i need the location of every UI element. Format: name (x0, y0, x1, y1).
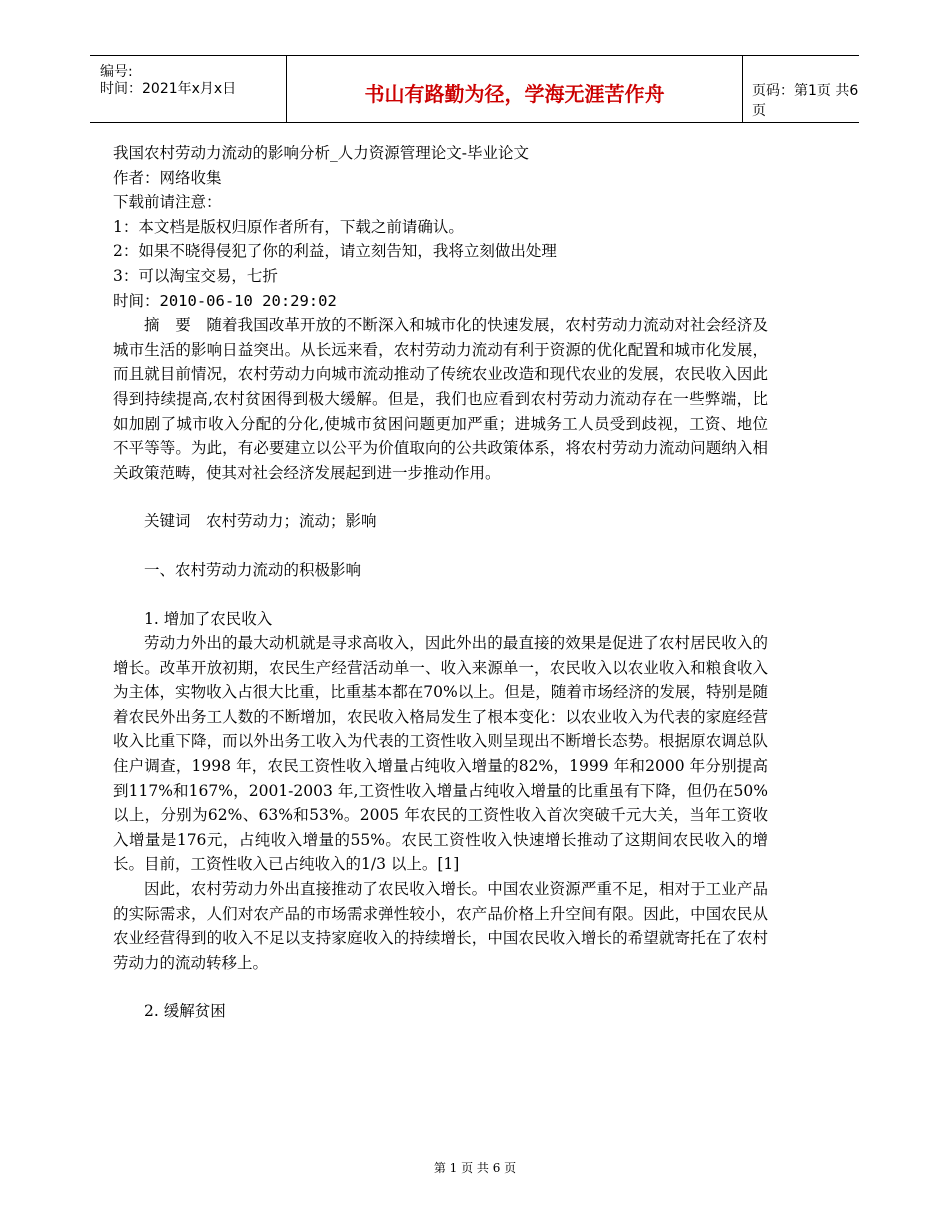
subsection-heading: 2. 缓解贫困 (144, 1002, 226, 1021)
document-body (113, 141, 768, 1024)
notice-item-1: 1：本文档是版权归原作者所有，下载之前请确认。 (113, 217, 464, 236)
document-author: 作者：网络收集 (113, 168, 222, 187)
document-header (90, 55, 859, 123)
spacer (113, 485, 768, 509)
notice-item-2: 2：如果不晓得侵犯了你的利益，请立刻告知，我将立刻做出处理 (113, 242, 557, 261)
body-paragraph: 劳动力外出的最大动机就是寻求高收入，因此外出的最直接的效果是促进了农村居民收入的增长。改革开放初期，农民生产经营活动单一、收入来源单一，农民收入以农业收入和粮食收入为主体，实物收入占很大比重，比重基本都在70%以上。但是，随着市场经济的发展，特别是随着农民外出务工人数的不断增加，农民收入格局发生了根本变化：以农业收入为代表的家庭经营收入比重下降，而以外出务工收入为代表的工资性收入则呈现出不断增长态势。根据原农调总队住户调查，1998 年，农民工资性收入增量占纯收入增量的82%，1999 年和2000 年分别提高到117%和167%，2001-2003 年,工资性收入增量占纯收入增量的比重虽有下降，但仍在50%以上，分别为62%、63%和53%。2005 年农民的工资性收入首次突破千元大关，当年工资收入增量是176元，占纯收入增量的55%。农民工资性收入快速增长推动了这期间农民收入的增长。目前，工资性收入已占纯收入的1/3 以上。[1] (113, 634, 768, 874)
download-notice-heading: 下载前请注意： (113, 193, 222, 212)
header-right-cell (742, 56, 859, 122)
header-center-cell (286, 56, 743, 122)
page-footer: 第 1 页 共 6 页 (433, 1161, 517, 1175)
body-paragraph: 因此，农村劳动力外出直接推动了农民收入增长。中国农业资源严重不足，相对于工业产品的实际需求，人们对农产品的市场需求弹性较小，农产品价格上升空间有限。因此，中国农民从农业经营得到的收入不足以支持家庭收入的持续增长，中国农民收入增长的希望就寄托在了农村劳动力的流动转移上。 (113, 880, 768, 972)
abstract-paragraph: 摘 要 随着我国改革开放的不断深入和城市化的快速发展，农村劳动力流动对社会经济及城市生活的影响日益突出。从长远来看，农村劳动力流动有利于资源的优化配置和城市化发展，而且就目前情况，农村劳动力向城市流动推动了传统农业改造和现代农业的发展，农民收入因此得到持续提高,农村贫困得到极大缓解。但是，我们也应看到农村劳动力流动存在一些弊端，比如加剧了城市收入分配的分化,使城市贫困问题更加严重；进城务工人员受到歧视，工资、地位不平等等。为此，有必要建立以公平为价值取向的公共政策体系，将农村劳动力流动问题纳入相关政策范畴，使其对社会经济发展起到进一步推动作用。 (113, 316, 768, 482)
section-heading: 一、农村劳动力流动的积极影响 (144, 560, 362, 579)
document-datetime: 时间：2010-06-10 20:29:02 (113, 291, 337, 310)
header-page-info: 页码：第1页 共6页 (752, 83, 859, 119)
header-left-cell (90, 56, 286, 122)
keywords-line: 关键词 农村劳动力；流动；影响 (144, 512, 377, 531)
spacer (113, 583, 768, 607)
header-motto: 书山有路勤为径，学海无涯苦作舟 (364, 82, 665, 106)
document-title: 我国农村劳动力流动的影响分析_人力资源管理论文-毕业论文 (113, 144, 529, 162)
notice-item-3: 3：可以淘宝交易，七折 (113, 266, 278, 285)
subsection-heading: 1. 增加了农民收入 (144, 609, 273, 628)
document-time-label: 时间：2021年x月x日 (100, 81, 237, 97)
spacer (113, 534, 768, 558)
spacer (113, 975, 768, 999)
document-number-label: 编号: (100, 64, 133, 80)
